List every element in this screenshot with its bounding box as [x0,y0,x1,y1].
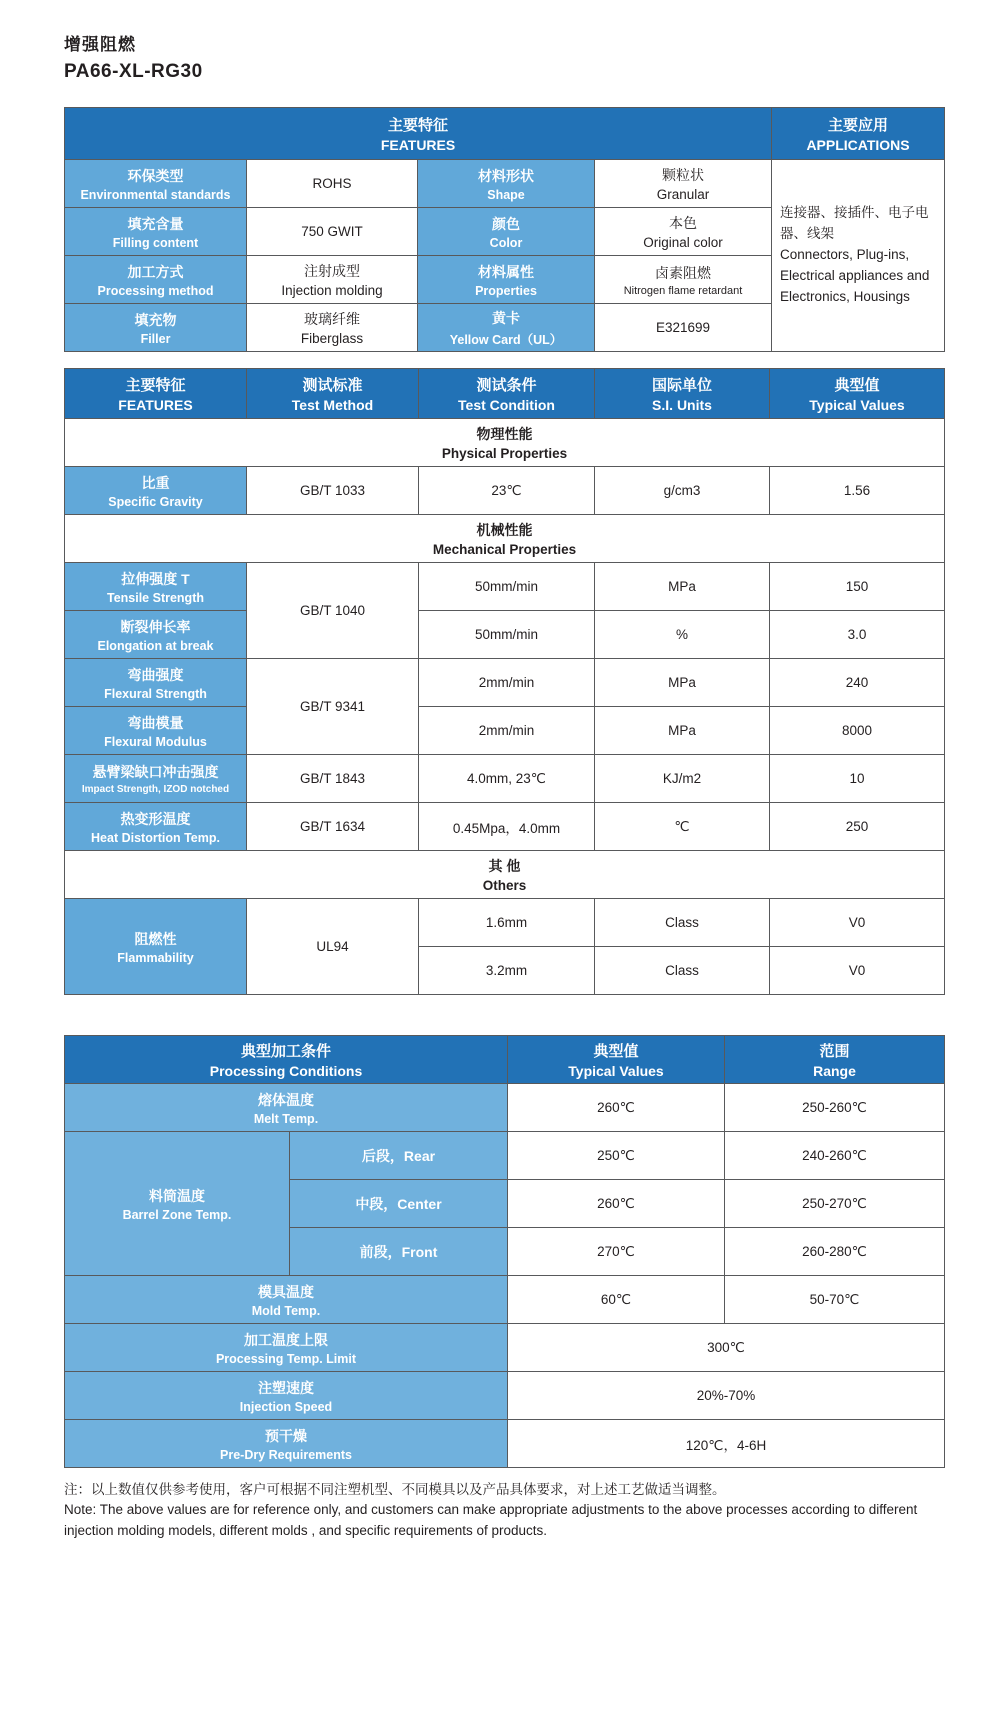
label-cn: 材料形状 [478,167,534,184]
header-cn: 测试标准 [302,377,363,394]
section-physical-properties [65,419,945,467]
processing-method-value [247,256,418,304]
barrel-center-typical [508,1180,725,1228]
section-mechanical-properties [65,515,945,563]
color-label [418,208,595,256]
label-cn: 加工温度上限 [244,1331,328,1348]
label-en: Filling content [112,235,199,250]
header-cn: 主要特征 [125,377,186,394]
yellow-card-value [595,304,772,352]
label-en: Elongation at break [97,638,214,653]
flexural-method [247,659,419,755]
label-cn: 悬臂梁缺口冲击强度 [92,764,219,780]
value-cn: 玻璃纤维 [304,311,360,327]
label-en: Flexural Strength [104,686,207,701]
label-en: Barrel Zone Temp. [122,1207,232,1222]
header-en: Range [813,1063,856,1079]
value-text: 4.0mm, 23℃ [467,770,546,786]
flammability-label [65,899,247,995]
value-text: MPa [668,675,696,690]
value-en: Nitrogen flame retardant [623,284,743,297]
value-text: 750 GWIT [301,224,363,239]
features-header-en: FEATURES [380,137,456,153]
elongation-unit [595,611,770,659]
value-text: 260℃ [597,1195,635,1211]
flammability-method [247,899,419,995]
value-cn: 颗粒状 [662,167,705,183]
label-en: Properties [475,283,537,298]
applications-header-cell [772,108,945,160]
melt-temp-label [65,1084,508,1132]
value-text: 300℃ [707,1339,745,1355]
value-text: 260-280℃ [802,1243,867,1259]
elongation-label [65,611,247,659]
label-cn: 弯曲模量 [127,714,184,731]
flammability-2-unit [595,947,770,995]
header-en: Typical Values [809,397,905,413]
tensile-elongation-method [247,563,419,659]
label-en: Specific Gravity [108,494,203,509]
flammability-1-unit [595,899,770,947]
label-cn: 熔体温度 [258,1091,314,1108]
pre-dry-label [65,1420,508,1468]
value-text: GB/T 1843 [299,771,366,786]
value-text: 0.45Mpa，4.0mm [452,820,561,836]
label-en: Pre-Dry Requirements [220,1447,352,1462]
label-cn: 材料属性 [478,263,534,280]
shape-label [418,160,595,208]
flexural-modulus-condition [419,707,595,755]
label-en: Processing method [97,283,214,298]
label-cn: 注塑速度 [258,1379,314,1396]
value-text: ROHS [312,176,352,191]
value-text: GB/T 9341 [299,699,366,714]
filling-content-label [65,208,247,256]
flammability-2-condition [419,947,595,995]
value-text: 2mm/min [478,723,535,738]
value-text: 3.2mm [485,963,528,978]
injection-speed-label [65,1372,508,1420]
label-en: Injection Speed [239,1399,333,1414]
t2-header-features [65,369,247,419]
value-text: GB/T 1033 [299,483,366,498]
page-title-model: PA66-XL-RG30 [64,61,203,82]
label-en: Heat Distortion Temp. [91,830,220,845]
pre-dry-value [508,1420,945,1468]
mold-temp-typical [508,1276,725,1324]
label-en: Color [489,235,523,250]
label-cn: 弯曲强度 [127,666,184,683]
label-en: Tensile Strength [106,590,204,605]
value-text: UL94 [316,939,349,954]
heat-distortion-method [247,803,419,851]
header-cn: 典型值 [593,1043,639,1060]
label-cn: 热变形温度 [120,810,191,827]
value-text: E321699 [655,320,711,335]
heat-distortion-value [770,803,945,851]
barrel-front-range [725,1228,945,1276]
t3-header-range [725,1036,945,1084]
t3-header-conditions [65,1036,508,1084]
value-text: 240-260℃ [802,1147,867,1163]
impact-condition [419,755,595,803]
header-cn: 国际单位 [651,377,712,394]
flexural-modulus-unit [595,707,770,755]
value-text: 50-70℃ [809,1291,860,1307]
flammability-1-value [770,899,945,947]
tensile-value [770,563,945,611]
header-en: Typical Values [568,1063,664,1079]
value-text: 50mm/min [474,627,538,642]
value-en: Fiberglass [300,331,364,346]
t2-header-typical-values [770,369,945,419]
value-text: 1.6mm [485,915,528,930]
value-cn: 卤素阻燃 [655,264,712,281]
section-cn: 机械性能 [476,522,533,538]
flexural-modulus-label [65,707,247,755]
filler-value [247,304,418,352]
label-cn: 颜色 [492,215,520,232]
specific-gravity-method [247,467,419,515]
applications-cn: 连接器、接插件、电子电器、线架 [780,205,929,242]
label-text: 后段，Rear [361,1147,436,1164]
barrel-front-label [290,1228,508,1276]
heat-distortion-condition [419,803,595,851]
t3-header-typical [508,1036,725,1084]
impact-strength-label [65,755,247,803]
label-cn: 填充含量 [127,215,184,232]
t2-header-test-method [247,369,419,419]
value-text: % [675,627,688,642]
specific-gravity-value [770,467,945,515]
label-en: Melt Temp. [253,1111,319,1126]
header-en: FEATURES [118,397,193,413]
features-header-cn: 主要特征 [388,117,449,134]
value-text: MPa [668,723,696,738]
flammability-1-condition [419,899,595,947]
flexural-strength-condition [419,659,595,707]
flexural-strength-value [770,659,945,707]
value-en: Injection molding [281,283,383,298]
label-en: Impact Strength, IZOD notched [81,784,230,795]
label-en: Mold Temp. [251,1303,321,1318]
impact-value [770,755,945,803]
elongation-value [770,611,945,659]
value-text: 150 [845,579,869,594]
applications-en: Connectors, Plug-ins, Electrical appliances and Electronics, Housings [780,247,930,304]
processing-conditions-table [64,1035,945,1468]
filling-content-value [247,208,418,256]
tensile-strength-label [65,563,247,611]
applications-cell [772,160,945,352]
tensile-condition [419,563,595,611]
tensile-unit [595,563,770,611]
value-text: 23℃ [491,482,522,498]
properties-table [64,368,945,995]
label-cn: 环保类型 [127,167,184,184]
header-cn: 范围 [819,1043,850,1060]
label-cn: 加工方式 [127,263,184,280]
header-en: Processing Conditions [209,1063,363,1079]
value-text: V0 [848,915,866,930]
value-text: MPa [668,579,696,594]
section-en: Others [482,878,527,893]
value-text: 270℃ [597,1243,635,1259]
label-cn: 料筒温度 [149,1187,205,1204]
flexural-strength-label [65,659,247,707]
label-cn: 填充物 [134,311,177,328]
label-en: Flammability [117,950,194,965]
processing-limit-value [508,1324,945,1372]
heat-distortion-unit [595,803,770,851]
label-en: Shape [487,187,525,202]
footnote [64,1480,960,1541]
features-applications-table [64,107,945,352]
value-cn: 注射成型 [304,263,360,279]
value-text: GB/T 1040 [299,603,366,618]
melt-temp-typical [508,1084,725,1132]
color-value [595,208,772,256]
value-en: Granular [656,187,710,202]
value-text: 60℃ [600,1291,632,1307]
env-standards-value [247,160,418,208]
value-text: 260℃ [597,1099,635,1115]
value-text: g/cm3 [663,483,701,498]
t2-header-si-units [595,369,770,419]
specific-gravity-label [65,467,247,515]
specific-gravity-unit [595,467,770,515]
header-cn: 测试条件 [476,377,537,394]
value-text: 250 [845,819,869,834]
label-cn: 黄卡 [492,309,520,326]
barrel-rear-typical [508,1132,725,1180]
label-cn: 断裂伸长率 [120,618,191,635]
section-en: Mechanical Properties [432,542,577,557]
barrel-front-typical [508,1228,725,1276]
barrel-rear-label [290,1132,508,1180]
elongation-condition [419,611,595,659]
header-en: Test Method [291,397,374,413]
applications-header-en: APPLICATIONS [806,137,910,153]
label-cn: 比重 [141,474,170,491]
flexural-strength-unit [595,659,770,707]
processing-method-label [65,256,247,304]
barrel-center-label [290,1180,508,1228]
impact-unit [595,755,770,803]
value-text: 250-270℃ [802,1195,867,1211]
footnote-en: Note: The above values are for reference only, and customers can make appropriate adjustments to the above processes according to different injection molding models, different molds , and specific requirements of products. [64,1502,918,1538]
shape-value [595,160,772,208]
barrel-center-range [725,1180,945,1228]
value-text: 20%-70% [696,1388,756,1403]
filler-label [65,304,247,352]
injection-speed-value [508,1372,945,1420]
processing-limit-label [65,1324,508,1372]
label-en: Environmental standards [80,187,231,202]
t2-header-test-condition [419,369,595,419]
value-text: Class [665,963,699,978]
label-cn: 预干燥 [265,1427,307,1444]
label-en: Yellow Card（UL） [449,332,563,347]
value-text: 10 [849,771,865,786]
value-en: Original color [643,235,723,250]
value-text: 120℃，4-6H [685,1437,767,1453]
value-text: 8000 [841,723,873,738]
section-cn: 其 他 [488,858,521,874]
properties-value [595,256,772,304]
barrel-zone-label [65,1132,290,1276]
heat-distortion-label [65,803,247,851]
barrel-rear-range [725,1132,945,1180]
mold-temp-label [65,1276,508,1324]
section-cn: 物理性能 [476,426,533,442]
flexural-modulus-value [770,707,945,755]
label-cn: 模具温度 [258,1283,314,1300]
value-text: KJ/m2 [662,771,702,786]
header-cn: 典型加工条件 [240,1043,331,1060]
properties-label [418,256,595,304]
features-header-cell [65,108,772,160]
label-text: 中段，Center [355,1195,442,1212]
value-cn: 本色 [669,215,698,231]
value-text: 2mm/min [478,675,535,690]
section-en: Physical Properties [441,446,568,461]
env-standards-label [65,160,247,208]
section-others [65,851,945,899]
label-en: Flexural Modulus [104,734,207,749]
value-text: 240 [845,675,869,690]
yellow-card-label [418,304,595,352]
label-en: Processing Temp. Limit [215,1351,357,1366]
label-text: 前段，Front [359,1243,438,1260]
flammability-2-value [770,947,945,995]
applications-header-cn: 主要应用 [828,117,889,134]
header-cn: 典型值 [834,377,880,394]
value-text: Class [665,915,699,930]
value-text: GB/T 1634 [299,819,366,834]
value-text: 250-260℃ [802,1099,867,1115]
label-cn: 阻燃性 [134,930,177,947]
specific-gravity-condition [419,467,595,515]
header-en: S.I. Units [652,397,712,413]
value-text: 1.56 [843,483,871,498]
mold-temp-range [725,1276,945,1324]
page-title-cn: 增强阻燃 [64,35,136,54]
impact-method [247,755,419,803]
melt-temp-range [725,1084,945,1132]
header-en: Test Condition [458,397,555,413]
label-en: Filler [140,331,171,346]
footnote-cn: 注：以上数值仅供参考使用，客户可根据不同注塑机型、不同模具以及产品具体要求，对上述工艺做适当调整。 [64,1482,726,1497]
value-text: 50mm/min [474,579,538,594]
value-text: 3.0 [847,627,867,642]
label-cn: 拉伸强度 T [121,570,190,587]
value-text: V0 [848,963,866,978]
value-text: 250℃ [597,1147,635,1163]
value-text: ℃ [674,818,690,834]
